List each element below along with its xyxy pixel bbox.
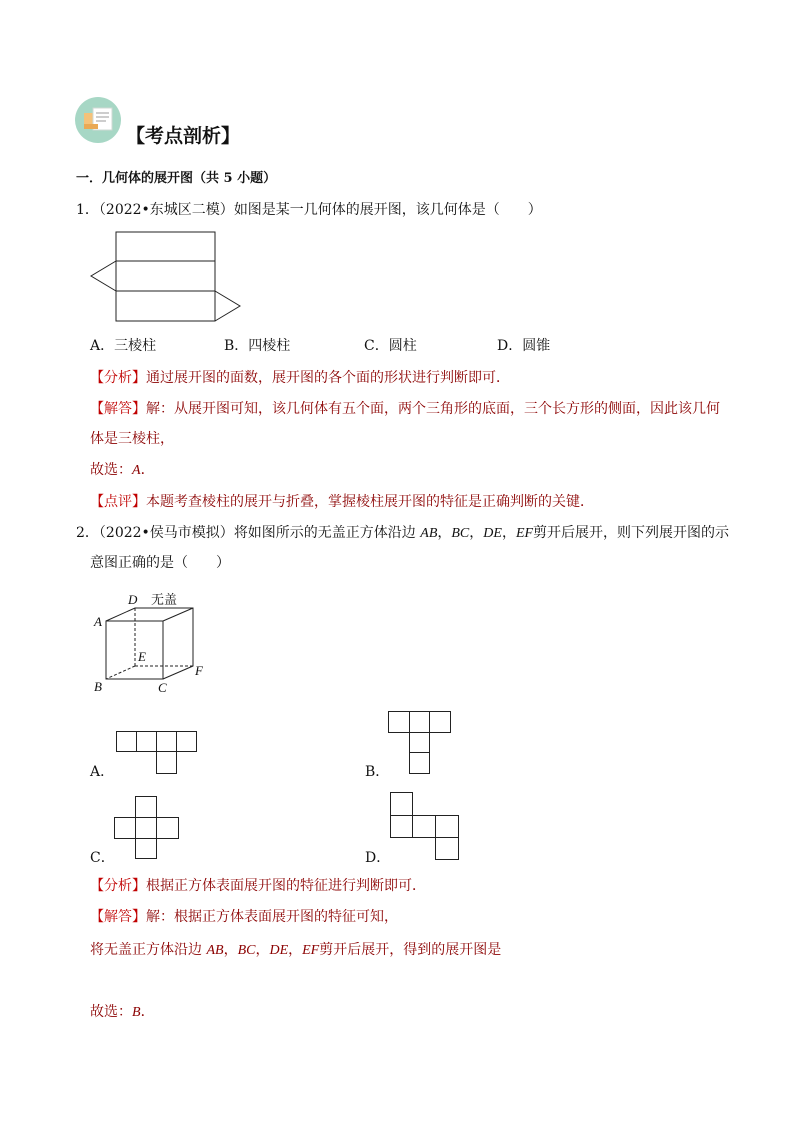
q2-choice-letter: B bbox=[132, 1005, 141, 1020]
q2-analysis bbox=[90, 876, 426, 896]
q2-answer-line2: 将无盖正方体沿边 AB，BC，DE，EF剪开后展开，得到的展开图是 bbox=[90, 942, 502, 958]
q2-stem-a: 将如图所示的无盖正方体沿边 bbox=[233, 525, 421, 541]
q2-answer-text2a: 将无盖正方体沿边 bbox=[90, 942, 207, 958]
q2-answer-line1 bbox=[90, 907, 398, 927]
q1-prism-net-figure bbox=[88, 230, 243, 325]
vertex-label-b: B bbox=[94, 679, 102, 694]
q1-choice bbox=[90, 460, 155, 481]
q1-source: （2022•东城区二模） bbox=[98, 202, 234, 218]
q2-stem-line2: 意图正确的是（ ） bbox=[90, 555, 230, 571]
page-title: 【考点剖析】 bbox=[126, 125, 241, 147]
q2-source: （2022•侯马市模拟） bbox=[98, 525, 234, 541]
vertex-label-f: F bbox=[195, 663, 203, 678]
q1-comment-text: 本题考查棱柱的展开与折叠，掌握棱柱展开图的特征是正确判断的关键． bbox=[146, 494, 594, 510]
q2-answer-tag: 【解答】 bbox=[90, 909, 146, 925]
q2-answer-edge-ef: EF bbox=[302, 943, 320, 958]
net-rect-2 bbox=[116, 261, 215, 291]
vertex-label-e: E bbox=[138, 649, 146, 664]
q2-answer-edge-de: DE bbox=[269, 943, 289, 958]
q2-answer-text2b: 剪开后展开，得到的展开图是 bbox=[319, 942, 502, 958]
q2-edge-de: DE bbox=[483, 526, 502, 541]
vertex-label-d: D bbox=[128, 592, 138, 607]
q1-stem bbox=[76, 200, 542, 220]
q1-analysis bbox=[90, 368, 510, 388]
q2-analysis-text: 根据正方体表面展开图的特征进行判断即可． bbox=[146, 878, 426, 894]
q1-choice-letter: A bbox=[132, 463, 141, 478]
q1-choice-suffix: ． bbox=[140, 462, 155, 478]
q1-answer-line1 bbox=[90, 399, 720, 419]
q1-analysis-tag: 【分析】 bbox=[90, 370, 146, 386]
q2-answer-text1: 解：根据正方体表面展开图的特征可知， bbox=[146, 909, 398, 925]
notebook-icon bbox=[74, 96, 122, 144]
net-triangle-left bbox=[91, 261, 116, 291]
q1-comment bbox=[90, 492, 594, 512]
net-rect-1 bbox=[116, 232, 215, 261]
q2-answer-edge-bc: BC bbox=[237, 943, 256, 958]
q1-option-c[interactable]: C．圆柱 bbox=[364, 338, 417, 354]
q2-stem-line1: 2．（2022•侯马市模拟）将如图所示的无盖正方体沿边 AB，BC，DE，EF剪开后展开，则下列展开图的示 bbox=[76, 525, 730, 541]
q1-answer-tag: 【解答】 bbox=[90, 401, 146, 417]
q2-number: 2． bbox=[76, 525, 99, 541]
q2-edge-ef: EF bbox=[515, 526, 534, 541]
q2-option-c-net[interactable] bbox=[114, 796, 180, 860]
q2-choice-prefix: 故选： bbox=[90, 1004, 132, 1020]
q2-stem-b: 剪开后展开，则下列展开图的示 bbox=[533, 525, 730, 541]
section-heading: 一．几何体的展开图（共 5 小题） bbox=[76, 171, 277, 186]
q1-analysis-text: 通过展开图的面数，展开图的各个面的形状进行判断即可． bbox=[146, 370, 510, 386]
q2-edge-bc: BC bbox=[451, 526, 470, 541]
net-triangle-right bbox=[215, 291, 240, 321]
q2-edge-ab: AB bbox=[420, 526, 438, 541]
q2-answer-edge-ab: AB bbox=[206, 943, 224, 958]
q2-choice-suffix: ． bbox=[140, 1004, 155, 1020]
q1-answer-line2: 体是三棱柱， bbox=[90, 431, 174, 447]
q2-option-d-label[interactable]: D． bbox=[365, 850, 391, 866]
net-rect-3 bbox=[116, 291, 215, 321]
cube-label-open: 无盖 bbox=[151, 593, 178, 608]
vertex-label-a: A bbox=[94, 614, 102, 629]
q1-option-a[interactable]: A．三棱柱 bbox=[90, 338, 157, 354]
q2-option-b-net[interactable] bbox=[388, 711, 452, 775]
q1-option-b[interactable]: B．四棱柱 bbox=[224, 338, 291, 354]
q1-comment-tag: 【点评】 bbox=[90, 494, 146, 510]
q1-choice-prefix: 故选： bbox=[90, 462, 132, 478]
q2-analysis-tag: 【分析】 bbox=[90, 878, 146, 894]
q1-answer-text1: 解：从展开图可知，该几何体有五个面，两个三角形的底面，三个长方形的侧面，因此该几何 bbox=[146, 401, 720, 417]
vertex-label-c: C bbox=[158, 680, 167, 695]
q1-number: 1． bbox=[76, 202, 99, 218]
q1-option-d[interactable]: D．圆锥 bbox=[497, 338, 551, 354]
q2-option-a-net[interactable] bbox=[116, 731, 198, 775]
q2-option-c-label[interactable]: C． bbox=[90, 850, 115, 866]
q2-choice bbox=[90, 1002, 155, 1023]
q1-stem-text: 如图是某一几何体的展开图，该几何体是（ ） bbox=[233, 202, 542, 218]
q2-option-b-label[interactable]: B． bbox=[365, 764, 390, 780]
q2-option-a-label[interactable]: A． bbox=[90, 764, 115, 780]
q2-option-d-net[interactable] bbox=[390, 792, 462, 862]
